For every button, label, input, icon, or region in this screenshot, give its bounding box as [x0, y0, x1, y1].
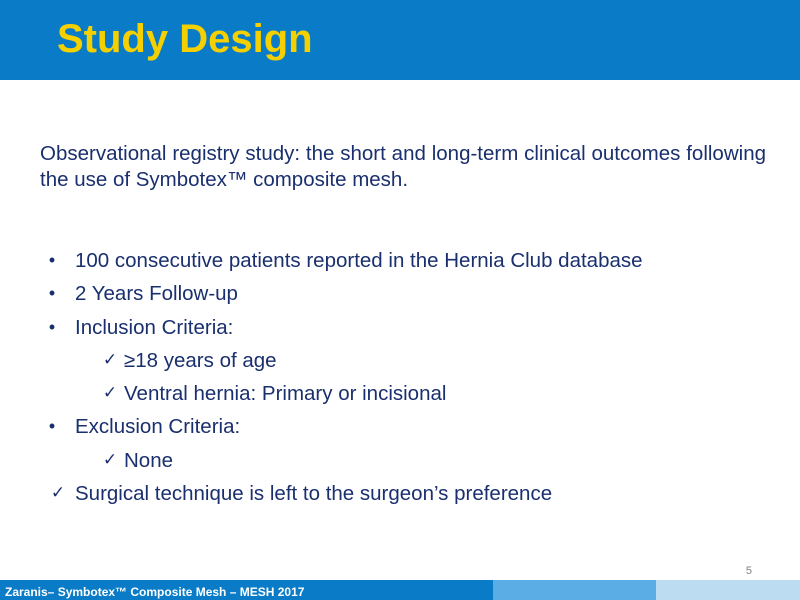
- page-number: 5: [745, 565, 752, 577]
- list-item: [0, 277, 800, 310]
- footer-bar-medium: [493, 580, 656, 600]
- list-subitem: [0, 344, 800, 377]
- bullet-icon: •: [48, 283, 56, 304]
- list-item: [0, 311, 800, 344]
- bullet-icon: •: [48, 316, 56, 337]
- list-item: [0, 477, 800, 510]
- list-subitem-text: None: [124, 448, 174, 472]
- list-item-text: Surgical technique is left to the surgeon’s preference: [75, 482, 553, 506]
- list-item: [0, 244, 800, 277]
- footer-bar-light: [656, 580, 800, 600]
- list-subitem-text: ≥18 years of age: [124, 348, 277, 372]
- list-item-text: 100 consecutive patients reported in the Hernia Club database: [75, 249, 643, 272]
- list-subitem-text: Ventral hernia: Primary or incisional: [124, 382, 447, 406]
- footer-text: Zaranis– Symbotex™ Composite Mesh – MESH 2017: [5, 585, 305, 599]
- intro-paragraph: Observational registry study: the short and long-term clinical outcomes following the use of Symbotex™ composite mesh.: [40, 142, 766, 191]
- title-bar: [0, 0, 800, 80]
- list-item-text: 2 Years Follow-up: [75, 282, 238, 306]
- bullet-icon: •: [48, 416, 56, 437]
- slide-title: Study Design: [57, 17, 313, 61]
- bullet-icon: •: [48, 250, 56, 270]
- checkmark-icon: ✓: [102, 349, 118, 370]
- checkmark-icon: ✓: [102, 449, 118, 470]
- list-item-text: Exclusion Criteria:: [75, 415, 241, 439]
- list-subitem: [0, 377, 800, 410]
- list-item-text: Inclusion Criteria:: [75, 315, 234, 339]
- list-item: [0, 410, 800, 443]
- checkmark-icon: ✓: [102, 383, 118, 404]
- bullet-list: [0, 244, 800, 510]
- list-subitem: [0, 444, 800, 477]
- checkmark-icon: ✓: [50, 483, 66, 504]
